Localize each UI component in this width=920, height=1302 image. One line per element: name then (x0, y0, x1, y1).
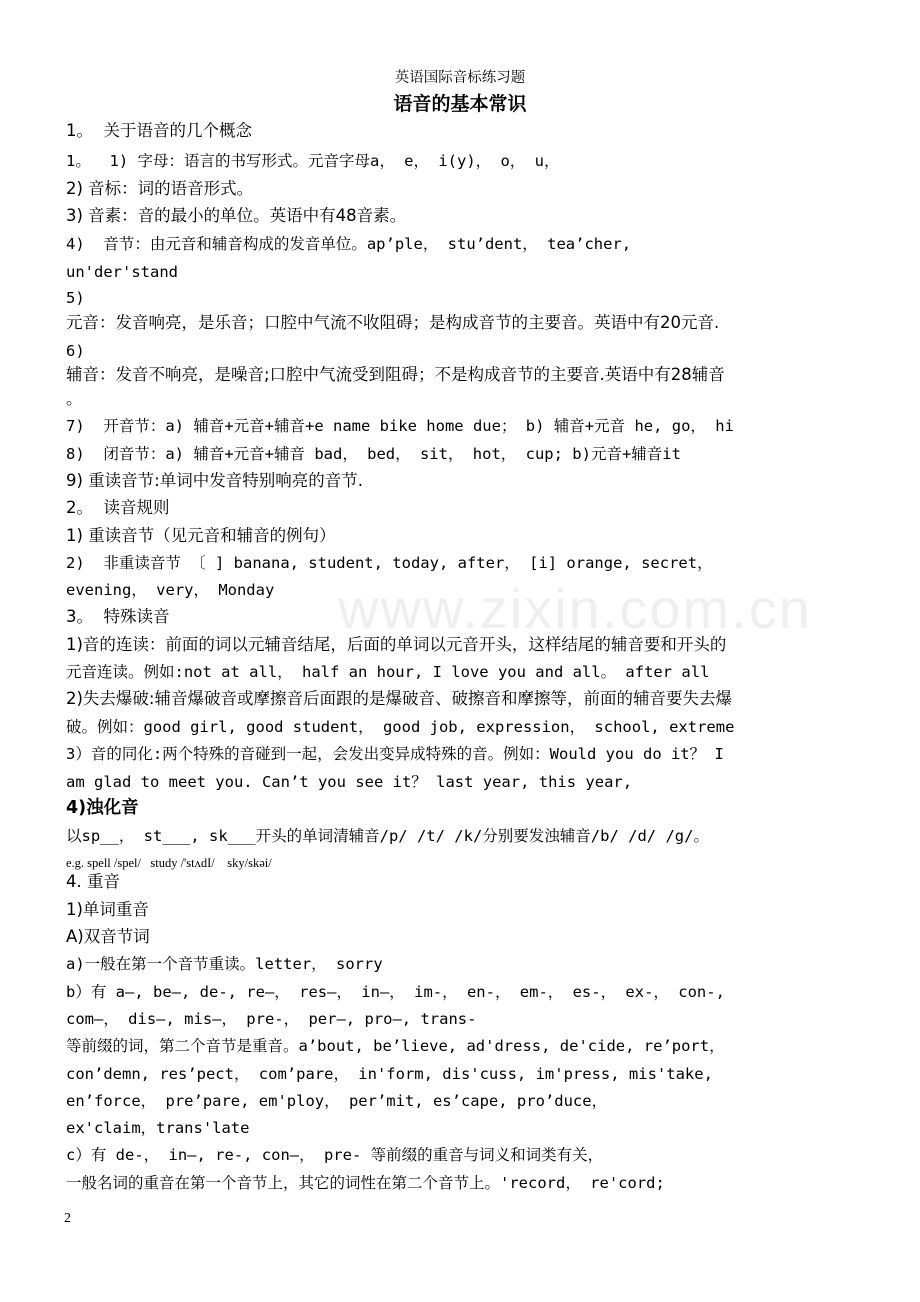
body-line: evening， very， Monday (66, 581, 275, 599)
body-line: 破。例如：good girl, good student， good job, expression， school, extreme (66, 718, 735, 736)
body-line: 1)音的连读：前面的词以元辅音结尾，后面的单词以元音开头，这样结尾的辅音要和开头的 (66, 635, 727, 654)
body-line: 1)单词重音 (66, 900, 149, 919)
section-heading: 2。 读音规则 (66, 498, 170, 517)
body-line: b）有 a—, be—, de-, re—， res—， in—， im-， en-， em-， es-， ex-， con-, (66, 983, 725, 1001)
phonetic-example-line: e.g. spell /spel/ study /'stʌdI/ sky/skəi/ (66, 856, 272, 870)
body-line: ex'claim，trans'late (66, 1119, 250, 1137)
body-line: 2) 音标：词的语音形式。 (66, 179, 254, 198)
document-subtitle: 英语国际音标练习题 (394, 70, 526, 86)
body-line: a)一般在第一个音节重读。letter， sorry (66, 955, 383, 973)
watermark: www.zixin.com.cn (338, 577, 812, 640)
body-line: com—， dis—, mis—， pre-， per—, pro—, trans- (66, 1010, 477, 1028)
body-line: A)双音节词 (66, 927, 150, 946)
body-line: 以sp__， st___, sk___开头的单词清辅音/p/ /t/ /k/分别要发浊辅音/b/ /d/ /g/。 (66, 827, 709, 845)
body-line: con’demn, res’pect， com’pare， in'form, dis'cuss, im'press, mis'take, (66, 1065, 713, 1083)
section-heading: 4)浊化音 (66, 798, 139, 818)
body-line: 1。 1) 字母：语言的书写形式。元音字母a， e， i(y)， o， u， (66, 152, 560, 170)
body-line: en’force， pre’pare, em'ploy， per’mit, es’cape, pro’duce， (66, 1092, 608, 1110)
body-line: 一般名词的重音在第一个音节上，其它的词性在第二个音节上。'record， re'cord; (66, 1174, 665, 1192)
page-number: 2 (64, 1211, 71, 1226)
body-line: 6) (66, 342, 85, 360)
body-line: 7) 开音节：a) 辅音+元音+辅音+e name bike home due； b) 辅音+元音 he, go， hi (66, 417, 734, 435)
body-line: 3) 音素：音的最小的单位。英语中有48音素。 (66, 206, 407, 225)
body-line: 元音连读。例如:not at all， half an hour, I love you and all。 after all (66, 663, 710, 681)
body-line: 辅音：发音不响亮，是噪音;口腔中气流受到阻碍；不是构成音节的主要音.英语中有28辅音 (66, 365, 725, 384)
body-line: un'der'stand (66, 263, 178, 281)
body-line: 。 (66, 389, 83, 408)
body-line: 2) 非重读音节 〔 ] banana, student, today, after， [i] orange, secret， (66, 554, 713, 572)
body-line: 8) 闭音节：a) 辅音+元音+辅音 bad， bed， sit， hot， cup; b)元音+辅音it (66, 445, 681, 463)
section-heading: 3。 特殊读音 (66, 607, 170, 626)
body-line: 元音：发音响亮，是乐音；口腔中气流不收阻碍；是构成音节的主要音。英语中有20元音. (66, 313, 720, 332)
section-heading: 4. 重音 (66, 872, 120, 891)
body-line: am glad to meet you. Can’t you see it？ last year, this year, (66, 773, 633, 791)
section-heading: 1。 关于语音的几个概念 (66, 121, 252, 140)
body-line: 等前缀的词，第二个音节是重音。a’bout, be’lieve, ad'dress, de'cide, re’port， (66, 1037, 725, 1055)
body-line: 5) (66, 289, 85, 307)
body-line: 1) 重读音节（见元音和辅音的例句） (66, 526, 336, 545)
body-line: c）有 de-， in—, re-, con—， pre- 等前缀的重音与词义和词类有关， (66, 1146, 604, 1164)
document-title: 语音的基本常识 (393, 93, 527, 115)
body-line: 3）音的同化:两个特殊的音碰到一起，会发出变异成特殊的音。例如：Would you do it？ I (66, 745, 724, 763)
body-line: 9) 重读音节:单词中发音特别响亮的音节. (66, 471, 363, 490)
body-line: 4) 音节：由元音和辅音构成的发音单位。ap’ple， stu’dent， tea’cher, (66, 235, 632, 253)
body-line: 2)失去爆破:辅音爆破音或摩擦音后面跟的是爆破音、破擦音和摩擦等，前面的辅音要失去爆 (66, 689, 732, 708)
